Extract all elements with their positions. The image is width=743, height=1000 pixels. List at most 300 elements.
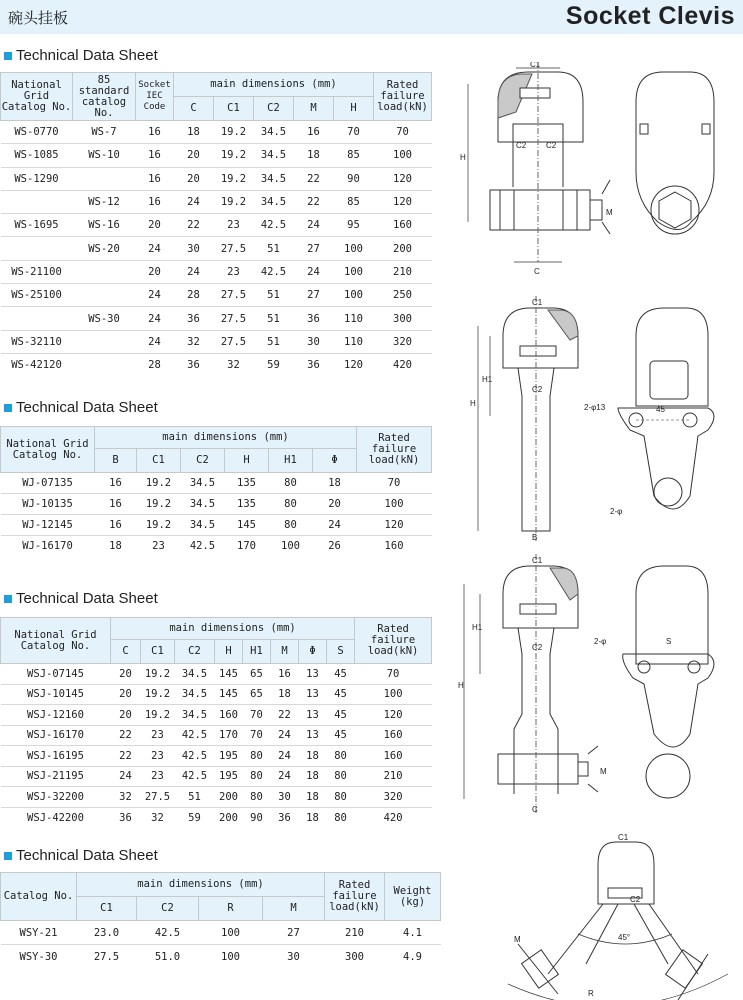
table-cell: 42.5 bbox=[175, 746, 215, 767]
table-cell: 24 bbox=[313, 515, 357, 536]
table-cell bbox=[1, 190, 73, 213]
table-cell: 22 bbox=[271, 705, 299, 726]
table-cell: 28 bbox=[136, 353, 174, 376]
table-cell: 18 bbox=[174, 121, 214, 144]
table-cell: 20 bbox=[313, 494, 357, 515]
table-cell: WJ-16170 bbox=[1, 536, 95, 557]
group-header: main dimensions (mm) bbox=[95, 427, 357, 449]
table-cell: 30 bbox=[174, 237, 214, 260]
table-cell: 23 bbox=[214, 260, 254, 283]
table-cell: 24 bbox=[174, 190, 214, 213]
table-cell: 80 bbox=[327, 766, 355, 787]
table-cell: 160 bbox=[357, 536, 432, 557]
table-cell: 27.5 bbox=[77, 945, 137, 969]
table-cell: 13 bbox=[299, 705, 327, 726]
table-cell: 51 bbox=[175, 787, 215, 808]
table-cell: 42.5 bbox=[175, 725, 215, 746]
col-header: Socket IEC Code bbox=[136, 73, 174, 121]
table-cell: 120 bbox=[357, 515, 432, 536]
col-header: National Grid Catalog No. bbox=[1, 427, 95, 473]
table-cell: 16 bbox=[136, 167, 174, 190]
table-cell: 26 bbox=[313, 536, 357, 557]
table-cell: 95 bbox=[334, 214, 374, 237]
table-cell: 170 bbox=[215, 725, 243, 746]
table-cell: 22 bbox=[111, 746, 141, 767]
drawing-socket-clevis-wj bbox=[458, 296, 738, 546]
dim-label: 2-φ bbox=[594, 637, 607, 646]
table-cell: 24 bbox=[294, 214, 334, 237]
col-header: C bbox=[174, 97, 214, 121]
spec-table-ws bbox=[0, 72, 432, 377]
table-cell: 160 bbox=[355, 746, 432, 767]
table-cell: 24 bbox=[271, 766, 299, 787]
table-row bbox=[1, 766, 432, 787]
table-cell: 120 bbox=[374, 190, 432, 213]
col-header: Weight (kg) bbox=[385, 873, 441, 921]
table-cell: 59 bbox=[254, 353, 294, 376]
table-row bbox=[1, 144, 432, 167]
col-header: H bbox=[334, 97, 374, 121]
col-header: National Grid Catalog No. bbox=[1, 73, 73, 121]
table-cell: 28 bbox=[174, 284, 214, 307]
table-row bbox=[1, 746, 432, 767]
col-header: C2 bbox=[175, 640, 215, 664]
table-row bbox=[1, 787, 432, 808]
table-cell: 16 bbox=[136, 144, 174, 167]
table-cell bbox=[73, 260, 136, 283]
table-cell: 32 bbox=[214, 353, 254, 376]
table-cell: 32 bbox=[111, 787, 141, 808]
table-row bbox=[1, 921, 441, 945]
table-cell: 195 bbox=[215, 766, 243, 787]
table-cell: 36 bbox=[271, 807, 299, 828]
col-header: C1 bbox=[77, 897, 137, 921]
table-cell: 70 bbox=[243, 705, 271, 726]
table-cell: 34.5 bbox=[254, 167, 294, 190]
table-row bbox=[1, 473, 432, 494]
table-cell: 250 bbox=[374, 284, 432, 307]
table-row bbox=[1, 945, 441, 969]
table-row bbox=[1, 284, 432, 307]
table-cell: 24 bbox=[136, 330, 174, 353]
table-cell: WS-20 bbox=[73, 237, 136, 260]
dim-label: R bbox=[588, 989, 594, 998]
col-header: Catalog No. bbox=[1, 873, 77, 921]
table-cell: 32 bbox=[174, 330, 214, 353]
table-cell: WSJ-16170 bbox=[1, 725, 111, 746]
col-header: M bbox=[271, 640, 299, 664]
table-cell: 22 bbox=[174, 214, 214, 237]
table-cell: 70 bbox=[355, 664, 432, 685]
table-cell: 13 bbox=[299, 664, 327, 685]
table-cell: 23 bbox=[141, 746, 175, 767]
table-cell: 42.5 bbox=[175, 766, 215, 787]
dim-label: C bbox=[532, 805, 538, 814]
table-cell: 19.2 bbox=[137, 473, 181, 494]
dim-label: C2 bbox=[532, 643, 543, 652]
dim-label: H bbox=[460, 153, 466, 162]
table-cell: 135 bbox=[225, 473, 269, 494]
table-cell: 160 bbox=[374, 214, 432, 237]
col-header: M bbox=[263, 897, 325, 921]
table-cell: 320 bbox=[374, 330, 432, 353]
table-row bbox=[1, 121, 432, 144]
table-cell: 16 bbox=[136, 121, 174, 144]
table-cell: 23 bbox=[141, 725, 175, 746]
table-cell: 210 bbox=[325, 921, 385, 945]
dim-label: H1 bbox=[482, 375, 493, 384]
table-cell: 20 bbox=[111, 684, 141, 705]
table-cell: 27.5 bbox=[214, 330, 254, 353]
col-header: C2 bbox=[254, 97, 294, 121]
section-title-4: Technical Data Sheet bbox=[4, 847, 158, 864]
table-cell: 22 bbox=[111, 725, 141, 746]
table-cell: 27.5 bbox=[214, 284, 254, 307]
col-header: Rated failure load(kN) bbox=[357, 427, 432, 473]
table-row bbox=[1, 214, 432, 237]
table-cell: WSJ-16195 bbox=[1, 746, 111, 767]
dim-label: C bbox=[534, 267, 540, 276]
col-header: H1 bbox=[243, 640, 271, 664]
dim-label: C2 bbox=[546, 141, 557, 150]
table-cell: 20 bbox=[111, 664, 141, 685]
table-cell: 34.5 bbox=[254, 144, 294, 167]
table-cell: WS-0770 bbox=[1, 121, 73, 144]
table-cell: 420 bbox=[355, 807, 432, 828]
table-cell: WJ-12145 bbox=[1, 515, 95, 536]
table-cell: WSJ-42200 bbox=[1, 807, 111, 828]
table-cell: 200 bbox=[215, 787, 243, 808]
table-cell: 34.5 bbox=[181, 515, 225, 536]
table-cell bbox=[73, 167, 136, 190]
table-row bbox=[1, 494, 432, 515]
col-header: Rated failure load(kN) bbox=[355, 618, 432, 664]
col-header: S bbox=[327, 640, 355, 664]
table-cell: 110 bbox=[334, 307, 374, 330]
table-cell: 145 bbox=[225, 515, 269, 536]
table-cell: 24 bbox=[174, 260, 214, 283]
table-cell: WJ-07135 bbox=[1, 473, 95, 494]
col-header: C2 bbox=[181, 449, 225, 473]
table-cell bbox=[1, 237, 73, 260]
table-cell: 80 bbox=[269, 494, 313, 515]
table-cell: 59 bbox=[175, 807, 215, 828]
table-cell: 320 bbox=[355, 787, 432, 808]
table-row bbox=[1, 353, 432, 376]
dim-label: 45 bbox=[656, 405, 665, 414]
chinese-title: 碗头挂板 bbox=[8, 9, 69, 27]
table-cell: 80 bbox=[243, 766, 271, 787]
drawing-socket-clevis-wsy bbox=[458, 834, 738, 1000]
table-cell: 34.5 bbox=[254, 190, 294, 213]
table-cell: 145 bbox=[215, 664, 243, 685]
col-header: R bbox=[199, 897, 263, 921]
table-cell: 100 bbox=[269, 536, 313, 557]
table-cell: 24 bbox=[111, 766, 141, 787]
table-cell: 80 bbox=[243, 787, 271, 808]
table-cell: 27 bbox=[263, 921, 325, 945]
table-cell: 160 bbox=[215, 705, 243, 726]
page-header bbox=[0, 0, 743, 34]
table-cell: WSJ-07145 bbox=[1, 664, 111, 685]
table-cell: 34.5 bbox=[175, 664, 215, 685]
table-cell: 16 bbox=[136, 190, 174, 213]
table-cell: 22 bbox=[294, 167, 334, 190]
table-cell: 18 bbox=[299, 766, 327, 787]
group-header: main dimensions (mm) bbox=[111, 618, 355, 640]
table-row bbox=[1, 725, 432, 746]
table-cell: 200 bbox=[215, 807, 243, 828]
table-cell: WSJ-32200 bbox=[1, 787, 111, 808]
bullet-square-icon bbox=[4, 52, 12, 60]
table-cell: 160 bbox=[355, 725, 432, 746]
table-cell: 34.5 bbox=[254, 121, 294, 144]
table-row bbox=[1, 536, 432, 557]
english-title: Socket Clevis bbox=[565, 2, 735, 30]
table-cell: 110 bbox=[334, 330, 374, 353]
table-cell: 51 bbox=[254, 307, 294, 330]
table-cell: 100 bbox=[199, 945, 263, 969]
group-header: main dimensions (mm) bbox=[77, 873, 325, 897]
table-cell: 51 bbox=[254, 330, 294, 353]
table-cell bbox=[1, 307, 73, 330]
table-cell: 18 bbox=[313, 473, 357, 494]
col-header: M bbox=[294, 97, 334, 121]
col-header: H1 bbox=[269, 449, 313, 473]
table-cell: 13 bbox=[299, 725, 327, 746]
table-cell: 45 bbox=[327, 684, 355, 705]
table-cell: 70 bbox=[334, 121, 374, 144]
table-cell: 19.2 bbox=[214, 167, 254, 190]
table-cell: 70 bbox=[374, 121, 432, 144]
table-cell: 18 bbox=[299, 807, 327, 828]
col-header: B bbox=[95, 449, 137, 473]
table-cell: 24 bbox=[294, 260, 334, 283]
table-cell: 19.2 bbox=[141, 705, 175, 726]
table-cell: WS-30 bbox=[73, 307, 136, 330]
table-cell: 36 bbox=[294, 307, 334, 330]
table-cell: 18 bbox=[299, 787, 327, 808]
table-cell: 36 bbox=[294, 353, 334, 376]
spec-table-wsy bbox=[0, 872, 441, 969]
table-cell: 100 bbox=[199, 921, 263, 945]
table-row bbox=[1, 307, 432, 330]
table-cell: 80 bbox=[243, 746, 271, 767]
table-cell: 27.5 bbox=[214, 237, 254, 260]
table-cell: 22 bbox=[294, 190, 334, 213]
table-cell: 85 bbox=[334, 144, 374, 167]
table-cell: 42.5 bbox=[254, 214, 294, 237]
dim-label: B bbox=[532, 533, 538, 542]
dim-label: H1 bbox=[472, 623, 483, 632]
table-cell: 30 bbox=[271, 787, 299, 808]
table-cell: 42.5 bbox=[181, 536, 225, 557]
dim-label: C2 bbox=[516, 141, 527, 150]
table-cell: 70 bbox=[357, 473, 432, 494]
section-title-3: Technical Data Sheet bbox=[4, 590, 158, 607]
table-cell: 100 bbox=[334, 260, 374, 283]
table-cell: 27 bbox=[294, 237, 334, 260]
table-cell bbox=[73, 353, 136, 376]
table-cell: WS-32110 bbox=[1, 330, 73, 353]
table-cell: 24 bbox=[271, 746, 299, 767]
table-cell: 100 bbox=[334, 284, 374, 307]
dim-label: C2 bbox=[532, 385, 543, 394]
table-cell: 135 bbox=[225, 494, 269, 515]
bullet-square-icon bbox=[4, 852, 12, 860]
table-cell: 100 bbox=[357, 494, 432, 515]
table-cell: WS-42120 bbox=[1, 353, 73, 376]
table-cell: 200 bbox=[374, 237, 432, 260]
table-cell: 36 bbox=[174, 353, 214, 376]
table-cell: 24 bbox=[136, 237, 174, 260]
col-header: C1 bbox=[141, 640, 175, 664]
table-cell: 300 bbox=[325, 945, 385, 969]
table-cell: 34.5 bbox=[181, 473, 225, 494]
table-cell: 300 bbox=[374, 307, 432, 330]
table-cell: 45 bbox=[327, 705, 355, 726]
table-cell: 51 bbox=[254, 284, 294, 307]
table-cell: WS-10 bbox=[73, 144, 136, 167]
table-cell: 18 bbox=[95, 536, 137, 557]
table-cell: 170 bbox=[225, 536, 269, 557]
table-cell: 20 bbox=[136, 214, 174, 237]
table-cell: 65 bbox=[243, 664, 271, 685]
table-cell: WSY-21 bbox=[1, 921, 77, 945]
table-cell: 145 bbox=[215, 684, 243, 705]
table-cell: 20 bbox=[111, 705, 141, 726]
table-cell: 24 bbox=[136, 307, 174, 330]
table-cell: 24 bbox=[136, 284, 174, 307]
table-row bbox=[1, 515, 432, 536]
table-row bbox=[1, 237, 432, 260]
table-cell: 16 bbox=[95, 515, 137, 536]
table-cell: 19.2 bbox=[137, 515, 181, 536]
table-cell: 23 bbox=[141, 766, 175, 787]
table-cell bbox=[73, 330, 136, 353]
bullet-square-icon bbox=[4, 595, 12, 603]
table-cell: 18 bbox=[271, 684, 299, 705]
table-cell: WS-25100 bbox=[1, 284, 73, 307]
table-cell: 19.2 bbox=[141, 684, 175, 705]
table-cell: 20 bbox=[174, 144, 214, 167]
table-row bbox=[1, 190, 432, 213]
dim-label: C1 bbox=[532, 556, 543, 565]
table-row bbox=[1, 705, 432, 726]
table-cell: 4.9 bbox=[385, 945, 441, 969]
table-cell: 34.5 bbox=[175, 705, 215, 726]
table-cell: 120 bbox=[374, 167, 432, 190]
dim-label: C2 bbox=[630, 895, 641, 904]
table-cell: WSJ-21195 bbox=[1, 766, 111, 787]
table-cell: 18 bbox=[294, 144, 334, 167]
table-cell: 100 bbox=[334, 237, 374, 260]
col-header: Rated failure load(kN) bbox=[325, 873, 385, 921]
table-cell: 16 bbox=[294, 121, 334, 144]
table-cell: WS-16 bbox=[73, 214, 136, 237]
table-cell: 42.5 bbox=[137, 921, 199, 945]
drawing-socket-clevis-wsj bbox=[458, 554, 738, 824]
dim-label: S bbox=[666, 637, 672, 646]
table-cell: 36 bbox=[111, 807, 141, 828]
section-title-2: Technical Data Sheet bbox=[4, 399, 158, 416]
table-cell: 51.0 bbox=[137, 945, 199, 969]
table-cell: 80 bbox=[327, 787, 355, 808]
col-header: H bbox=[225, 449, 269, 473]
col-header: H bbox=[215, 640, 243, 664]
table-cell: 19.2 bbox=[214, 190, 254, 213]
table-cell: WS-7 bbox=[73, 121, 136, 144]
table-cell: WS-1290 bbox=[1, 167, 73, 190]
table-cell: 18 bbox=[299, 746, 327, 767]
col-header: National Grid Catalog No. bbox=[1, 618, 111, 664]
table-cell: WS-1085 bbox=[1, 144, 73, 167]
table-cell: WS-21100 bbox=[1, 260, 73, 283]
table-cell: 100 bbox=[355, 684, 432, 705]
table-cell: WSJ-10145 bbox=[1, 684, 111, 705]
dim-label: M bbox=[600, 767, 607, 776]
table-cell: 80 bbox=[327, 807, 355, 828]
table-cell: 80 bbox=[269, 473, 313, 494]
table-cell: 65 bbox=[243, 684, 271, 705]
table-cell: 32 bbox=[141, 807, 175, 828]
bullet-square-icon bbox=[4, 404, 12, 412]
dim-label: H bbox=[458, 681, 464, 690]
table-cell: 45 bbox=[327, 664, 355, 685]
dim-label: 45° bbox=[618, 933, 631, 942]
table-cell: 19.2 bbox=[214, 144, 254, 167]
table-cell: 100 bbox=[374, 144, 432, 167]
table-cell: 36 bbox=[174, 307, 214, 330]
dim-label: C1 bbox=[530, 62, 541, 69]
table-cell: 120 bbox=[334, 353, 374, 376]
table-cell: 19.2 bbox=[141, 664, 175, 685]
table-cell: WJ-10135 bbox=[1, 494, 95, 515]
col-header: Rated failure load(kN) bbox=[374, 73, 432, 121]
table-cell: 27.5 bbox=[141, 787, 175, 808]
table-cell: 20 bbox=[174, 167, 214, 190]
spec-table-wj bbox=[0, 426, 432, 557]
spec-table-wsj bbox=[0, 617, 432, 828]
table-cell: 85 bbox=[334, 190, 374, 213]
table-cell: 24 bbox=[271, 725, 299, 746]
dim-label: C1 bbox=[618, 834, 629, 842]
table-row bbox=[1, 167, 432, 190]
table-cell: 30 bbox=[263, 945, 325, 969]
drawing-socket-clevis-ws bbox=[458, 62, 738, 282]
table-row bbox=[1, 684, 432, 705]
table-cell: 90 bbox=[243, 807, 271, 828]
col-header: C1 bbox=[214, 97, 254, 121]
table-cell: 16 bbox=[271, 664, 299, 685]
table-cell: 34.5 bbox=[181, 494, 225, 515]
table-cell: 80 bbox=[327, 746, 355, 767]
dim-label: C1 bbox=[532, 298, 543, 307]
table-cell: WSJ-12160 bbox=[1, 705, 111, 726]
dim-label: 2-φ bbox=[610, 507, 623, 516]
dim-label: M bbox=[514, 935, 521, 944]
table-cell: 34.5 bbox=[175, 684, 215, 705]
table-cell bbox=[73, 284, 136, 307]
table-cell: 19.2 bbox=[137, 494, 181, 515]
col-header: Φ bbox=[313, 449, 357, 473]
col-header: C1 bbox=[137, 449, 181, 473]
table-cell: 51 bbox=[254, 237, 294, 260]
table-cell: 420 bbox=[374, 353, 432, 376]
table-cell: 210 bbox=[355, 766, 432, 787]
table-row bbox=[1, 330, 432, 353]
table-cell: WSY-30 bbox=[1, 945, 77, 969]
